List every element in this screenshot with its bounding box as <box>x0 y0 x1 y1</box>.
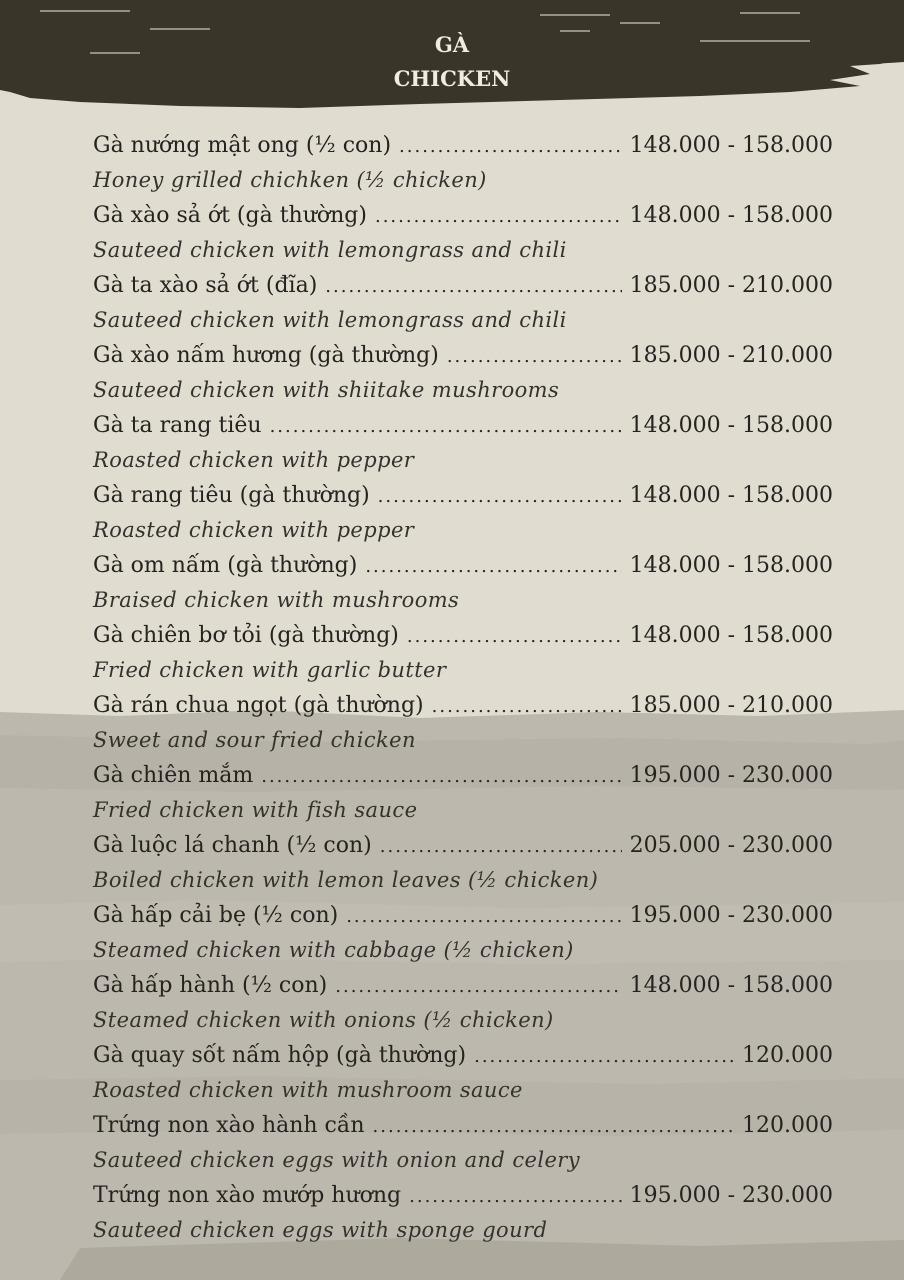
dish-name: Gà om nấm (gà thường) <box>93 553 358 578</box>
dish-price: 195.000 - 230.000 <box>629 1183 833 1208</box>
section-title-vietnamese: GÀ <box>434 32 470 57</box>
dot-leader <box>432 689 622 723</box>
dish-price: 185.000 - 210.000 <box>629 273 833 298</box>
menu-item-row <box>93 758 833 793</box>
menu-item-row <box>93 548 833 583</box>
dish-name: Gà rán chua ngọt (gà thường) <box>93 693 424 718</box>
menu-item <box>93 338 833 408</box>
dish-name: Gà luộc lá chanh (½ con) <box>93 833 372 858</box>
menu-item <box>93 478 833 548</box>
section-title-english: CHICKEN <box>393 66 511 91</box>
dot-leader <box>346 899 621 933</box>
dish-description: Sauteed chicken with lemongrass and chili <box>93 308 567 332</box>
dish-price: 205.000 - 230.000 <box>629 833 833 858</box>
dish-description: Steamed chicken with onions (½ chicken) <box>93 1008 554 1032</box>
menu-item-row <box>93 1178 833 1213</box>
dish-name: Gà xào sả ớt (gà thường) <box>93 203 367 228</box>
dot-leader <box>399 129 622 163</box>
dish-description: Roasted chicken with pepper <box>93 448 415 472</box>
menu-item <box>93 1108 833 1178</box>
menu-item <box>93 898 833 968</box>
menu-item-row <box>93 898 833 933</box>
dot-leader <box>335 969 621 1003</box>
menu-item <box>93 1178 833 1248</box>
dish-description: Sauteed chicken with lemongrass and chili <box>93 238 567 262</box>
dish-price: 148.000 - 158.000 <box>629 553 833 578</box>
dot-leader <box>474 1039 734 1073</box>
dish-price: 148.000 - 158.000 <box>629 413 833 438</box>
menu-item-row <box>93 688 833 723</box>
dish-description: Fried chicken with garlic butter <box>93 658 447 682</box>
menu-item-row <box>93 198 833 233</box>
dot-leader <box>375 199 622 233</box>
menu-item-row <box>93 828 833 863</box>
dish-name: Trứng non xào mướp hương <box>93 1183 402 1208</box>
menu-list <box>93 128 833 1248</box>
dish-name: Gà chiên bơ tỏi (gà thường) <box>93 623 399 648</box>
dish-price: 185.000 - 210.000 <box>629 693 833 718</box>
menu-item-row <box>93 968 833 1003</box>
menu-item <box>93 618 833 688</box>
menu-item <box>93 828 833 898</box>
dish-price: 148.000 - 158.000 <box>629 133 833 158</box>
menu-item <box>93 268 833 338</box>
dot-leader <box>270 409 622 443</box>
dish-price: 148.000 - 158.000 <box>629 973 833 998</box>
dot-leader <box>380 829 622 863</box>
dish-price: 120.000 <box>742 1113 833 1138</box>
menu-item-row <box>93 618 833 653</box>
dish-price: 185.000 - 210.000 <box>629 343 833 368</box>
menu-item <box>93 408 833 478</box>
dish-name: Gà hấp hành (½ con) <box>93 973 328 998</box>
menu-item <box>93 548 833 618</box>
menu-item-row <box>93 128 833 163</box>
dish-name: Gà chiên mắm <box>93 763 254 788</box>
menu-item-row <box>93 338 833 373</box>
dish-name: Gà rang tiêu (gà thường) <box>93 483 370 508</box>
dot-leader <box>365 549 621 583</box>
menu-item <box>93 968 833 1038</box>
dish-price: 195.000 - 230.000 <box>629 903 833 928</box>
dish-description: Roasted chicken with mushroom sauce <box>93 1078 523 1102</box>
dish-description: Fried chicken with fish sauce <box>93 798 418 822</box>
dot-leader <box>261 759 621 793</box>
dish-price: 120.000 <box>742 1043 833 1068</box>
dot-leader <box>407 619 622 653</box>
menu-item <box>93 1038 833 1108</box>
dish-description: Boiled chicken with lemon leaves (½ chicken) <box>93 868 599 892</box>
dot-leader <box>325 269 621 303</box>
dish-description: Braised chicken with mushrooms <box>93 588 460 612</box>
dot-leader <box>373 1109 734 1143</box>
dish-price: 148.000 - 158.000 <box>629 623 833 648</box>
menu-item-row <box>93 268 833 303</box>
dish-description: Roasted chicken with pepper <box>93 518 415 542</box>
dish-description: Honey grilled chichken (½ chicken) <box>93 168 487 192</box>
dish-name: Gà quay sốt nấm hộp (gà thường) <box>93 1043 467 1068</box>
dish-description: Sauteed chicken eggs with onion and celery <box>93 1148 580 1172</box>
dish-name: Gà xào nấm hương (gà thường) <box>93 343 439 368</box>
dot-leader <box>447 339 622 373</box>
menu-item-row <box>93 1038 833 1073</box>
dish-name: Gà ta xào sả ớt (đĩa) <box>93 273 318 298</box>
menu-item-row <box>93 478 833 513</box>
menu-item <box>93 128 833 198</box>
dish-description: Steamed chicken with cabbage (½ chicken) <box>93 938 574 962</box>
menu-item <box>93 688 833 758</box>
dish-description: Sauteed chicken with shiitake mushrooms <box>93 378 560 402</box>
dish-name: Gà hấp cải bẹ (½ con) <box>93 903 339 928</box>
dot-leader <box>409 1179 621 1213</box>
menu-item-row <box>93 408 833 443</box>
menu-item <box>93 198 833 268</box>
dish-name: Trứng non xào hành cần <box>93 1113 365 1138</box>
dish-description: Sweet and sour fried chicken <box>93 728 416 752</box>
dish-price: 148.000 - 158.000 <box>629 203 833 228</box>
dish-price: 148.000 - 158.000 <box>629 483 833 508</box>
dish-name: Gà ta rang tiêu <box>93 413 262 438</box>
dot-leader <box>378 479 622 513</box>
dish-price: 195.000 - 230.000 <box>629 763 833 788</box>
dish-description: Sauteed chicken eggs with sponge gourd <box>93 1218 548 1242</box>
dish-name: Gà nướng mật ong (½ con) <box>93 133 392 158</box>
menu-item-row <box>93 1108 833 1143</box>
menu-item <box>93 758 833 828</box>
